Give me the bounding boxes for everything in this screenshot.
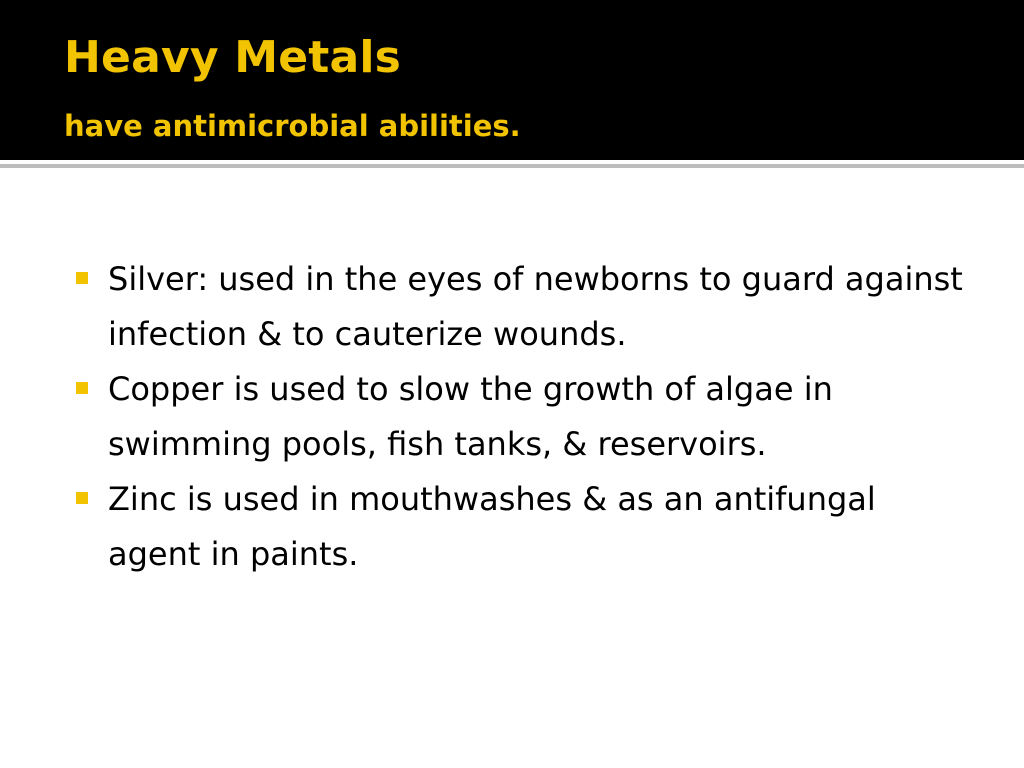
bullet-text-silver: Silver: used in the eyes of newborns to guard against infection & to cauterize wounds.: [108, 260, 963, 353]
bullet-item-zinc: [70, 472, 970, 582]
bullet-text-copper: Copper is used to slow the growth of algae in swimming pools, fish tanks, & reservoirs.: [108, 370, 833, 463]
bullet-item-copper: [70, 362, 970, 472]
yellow-square-bullet-icon: [76, 492, 88, 504]
slide-title: Heavy Metals: [64, 32, 402, 83]
title-separator-rule: [0, 164, 1024, 168]
yellow-square-bullet-icon: [76, 382, 88, 394]
yellow-square-bullet-icon: [76, 272, 88, 284]
bullet-item-silver: [70, 252, 970, 362]
bullet-list: [70, 252, 970, 582]
slide-subtitle: have antimicrobial abilities.: [64, 109, 521, 143]
bullet-text-zinc: Zinc is used in mouthwashes & as an antifungal agent in paints.: [108, 480, 876, 573]
title-band: [0, 0, 1024, 160]
